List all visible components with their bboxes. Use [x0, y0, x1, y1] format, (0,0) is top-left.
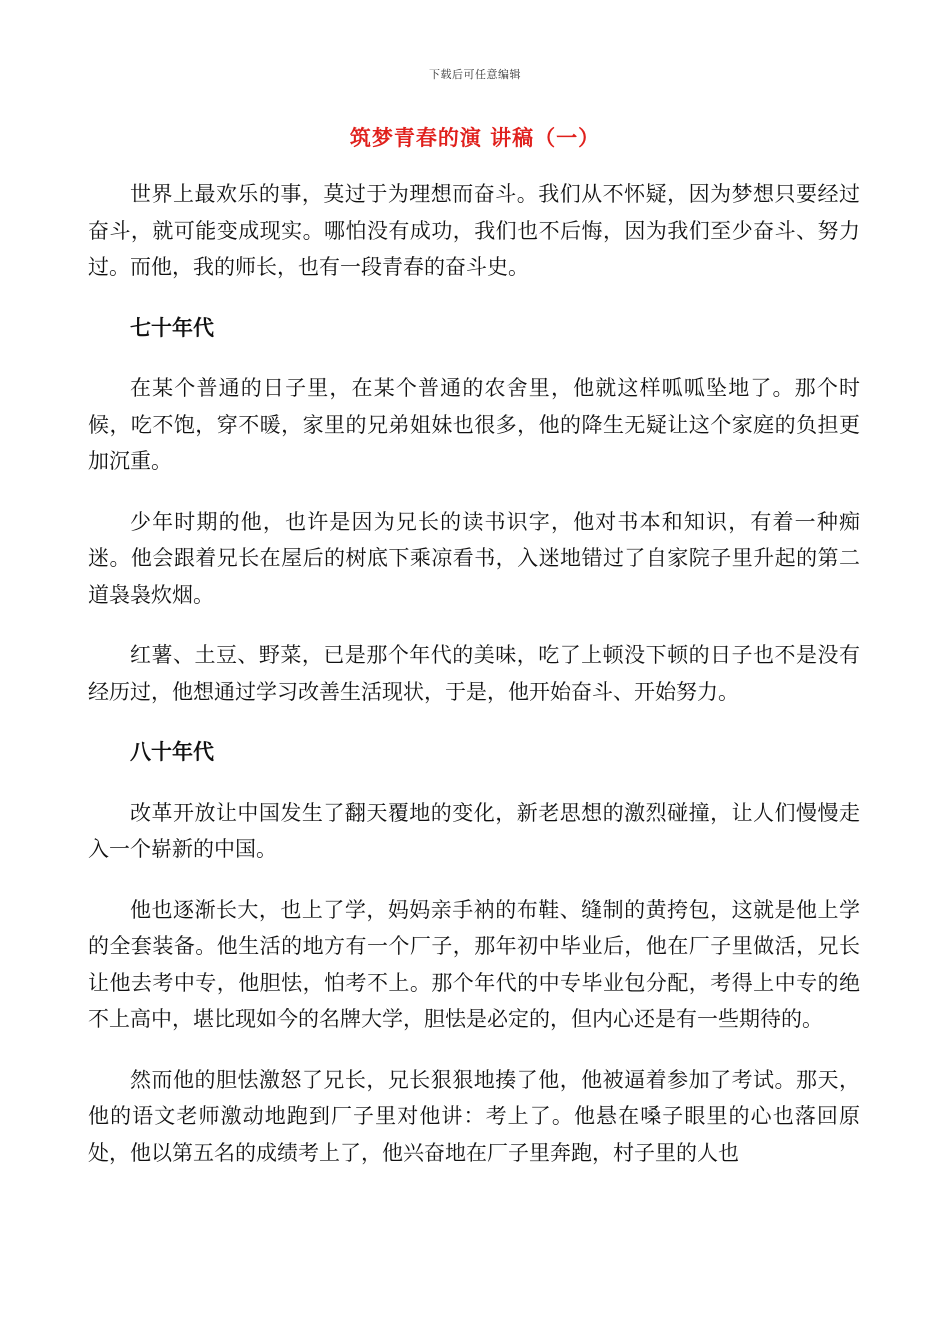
paragraph-exam: 然而他的胆怯激怒了兄长，兄长狠狠地揍了他，他被逼着参加了考试。那天，他的语文老师激动地跑到厂子里对他讲：考上了。他悬在嗓子眼里的心也落回原处，他以第五名的成绩考上了，他兴奋地在厂子里奔跑，村子里的人也: [88, 1067, 860, 1165]
paragraph-intro: 世界上最欢乐的事，莫过于为理想而奋斗。我们从不怀疑，因为梦想只要经过奋斗，就可能变成现实。哪怕没有成功，我们也不后悔，因为我们至少奋斗、努力过。而他，我的师长，也有一段青春的奋斗史。: [88, 182, 860, 279]
header-note: 下载后可任意编辑: [429, 68, 521, 81]
paragraph-birth: 在某个普通的日子里，在某个普通的农舍里，他就这样呱呱坠地了。那个时候，吃不饱，穿不暖，家里的兄弟姐妹也很多，他的降生无疑让这个家庭的负担更加沉重。: [88, 376, 860, 473]
document-body: [88, 176, 860, 1195]
section-heading-1970s: 七十年代: [130, 314, 214, 340]
paragraph-reform: 改革开放让中国发生了翻天覆地的变化，新老思想的激烈碰撞，让人们慢慢走入一个崭新的中国。: [88, 800, 860, 861]
paragraph-youth: 少年时期的他，也许是因为兄长的读书识字，他对书本和知识，有着一种痴迷。他会跟着兄长在屋后的树底下乘凉看书，入迷地错过了自家院子里升起的第二道袅袅炊烟。: [88, 509, 860, 607]
paragraph-hardship: 红薯、土豆、野菜，已是那个年代的美味，吃了上顿没下顿的日子也不是没有经历过，他想通过学习改善生活现状，于是，他开始奋斗、开始努力。: [88, 643, 860, 704]
section-heading-1980s: 八十年代: [130, 739, 214, 764]
paragraph-school: 他也逐渐长大，也上了学，妈妈亲手衲的布鞋、缝制的黄挎包，这就是他上学的全套装备。他生活的地方有一个厂子，那年初中毕业后，他在厂子里做活，兄长让他去考中专，他胆怯，怕考不上。那个年代的中专毕业包分配，考得上中专的绝不上高中，堪比现如今的名牌大学，胆怯是必定的，但内心还是有一些期待的。: [88, 897, 860, 1031]
document-title: 筑梦青春的演 讲稿（一）: [349, 125, 601, 150]
